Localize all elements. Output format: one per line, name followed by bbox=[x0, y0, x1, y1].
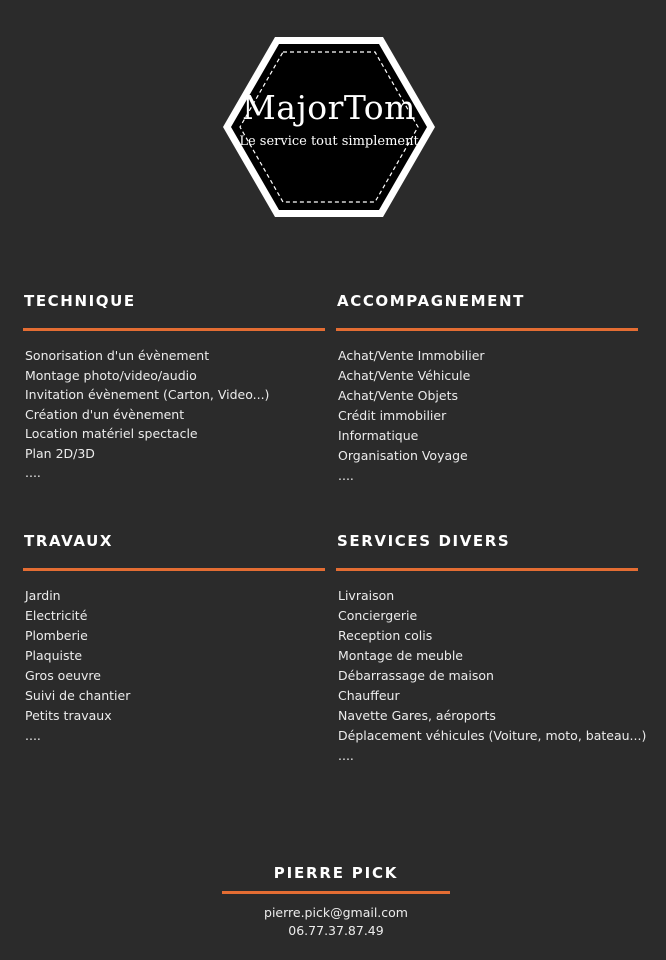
section-divider bbox=[23, 328, 325, 331]
service-list bbox=[23, 586, 325, 746]
list-item: Montage photo/video/audio bbox=[25, 367, 197, 383]
list-item: Reception colis bbox=[338, 628, 433, 643]
list-item: Location matériel spectacle bbox=[25, 426, 198, 441]
list-item: Sonorisation d'un évènement bbox=[25, 348, 210, 363]
list-item: Invitation évènement (Carton, Video...) bbox=[25, 387, 270, 402]
list-item: Petits travaux bbox=[25, 708, 112, 723]
section-title: TECHNIQUE bbox=[24, 292, 136, 310]
brand-name: MajorTom bbox=[242, 88, 416, 127]
list-item: .... bbox=[338, 468, 354, 483]
section-title: TRAVAUX bbox=[24, 532, 114, 550]
list-item: Suivi de chantier bbox=[25, 688, 131, 703]
brand-tagline: Le service tout simplement bbox=[239, 134, 419, 149]
list-item: Création d'un évènement bbox=[25, 406, 185, 422]
service-list bbox=[23, 346, 325, 483]
service-list bbox=[336, 586, 647, 766]
list-item: Jardin bbox=[25, 588, 61, 603]
list-item: Achat/Vente Objets bbox=[338, 388, 459, 403]
contact-name: PIERRE PICK bbox=[273, 864, 399, 882]
list-item: Déplacement véhicules (Voiture, moto, bateau...) bbox=[338, 728, 647, 743]
list-item: Achat/Vente Véhicule bbox=[338, 368, 471, 383]
list-item: Electricité bbox=[25, 608, 88, 623]
list-item: Livraison bbox=[338, 588, 395, 603]
section-technique bbox=[23, 292, 325, 483]
list-item: Achat/Vente Immobilier bbox=[338, 348, 485, 363]
list-item: Débarrassage de maison bbox=[338, 668, 494, 683]
contact-phone: 06.77.37.87.49 bbox=[288, 923, 384, 938]
list-item: Organisation Voyage bbox=[338, 448, 468, 463]
section-accompagnement bbox=[336, 292, 638, 486]
list-item: .... bbox=[25, 728, 41, 743]
list-item: Plomberie bbox=[25, 628, 88, 643]
contact-block bbox=[222, 864, 450, 940]
list-item: Navette Gares, aéroports bbox=[338, 708, 496, 723]
service-list bbox=[336, 346, 638, 486]
contact-email: pierre.pick@gmail.com bbox=[264, 905, 408, 920]
list-item: Informatique bbox=[338, 428, 419, 443]
section-divider bbox=[23, 568, 325, 571]
section-travaux bbox=[23, 532, 325, 746]
list-item: Plan 2D/3D bbox=[25, 445, 95, 461]
section-services-divers bbox=[336, 532, 647, 766]
list-item: Chauffeur bbox=[338, 688, 400, 703]
contact-divider bbox=[222, 891, 450, 894]
list-item: .... bbox=[338, 748, 354, 763]
list-item: Plaquiste bbox=[25, 648, 83, 663]
section-title: SERVICES DIVERS bbox=[337, 532, 511, 550]
list-item: Crédit immobilier bbox=[338, 408, 447, 423]
section-divider bbox=[336, 568, 638, 571]
list-item: .... bbox=[25, 465, 41, 480]
section-title: ACCOMPAGNEMENT bbox=[337, 292, 526, 310]
list-item: Gros oeuvre bbox=[25, 668, 101, 683]
section-divider bbox=[336, 328, 638, 331]
list-item: Montage de meuble bbox=[338, 648, 463, 663]
list-item: Conciergerie bbox=[338, 608, 418, 623]
logo-badge bbox=[222, 36, 436, 218]
